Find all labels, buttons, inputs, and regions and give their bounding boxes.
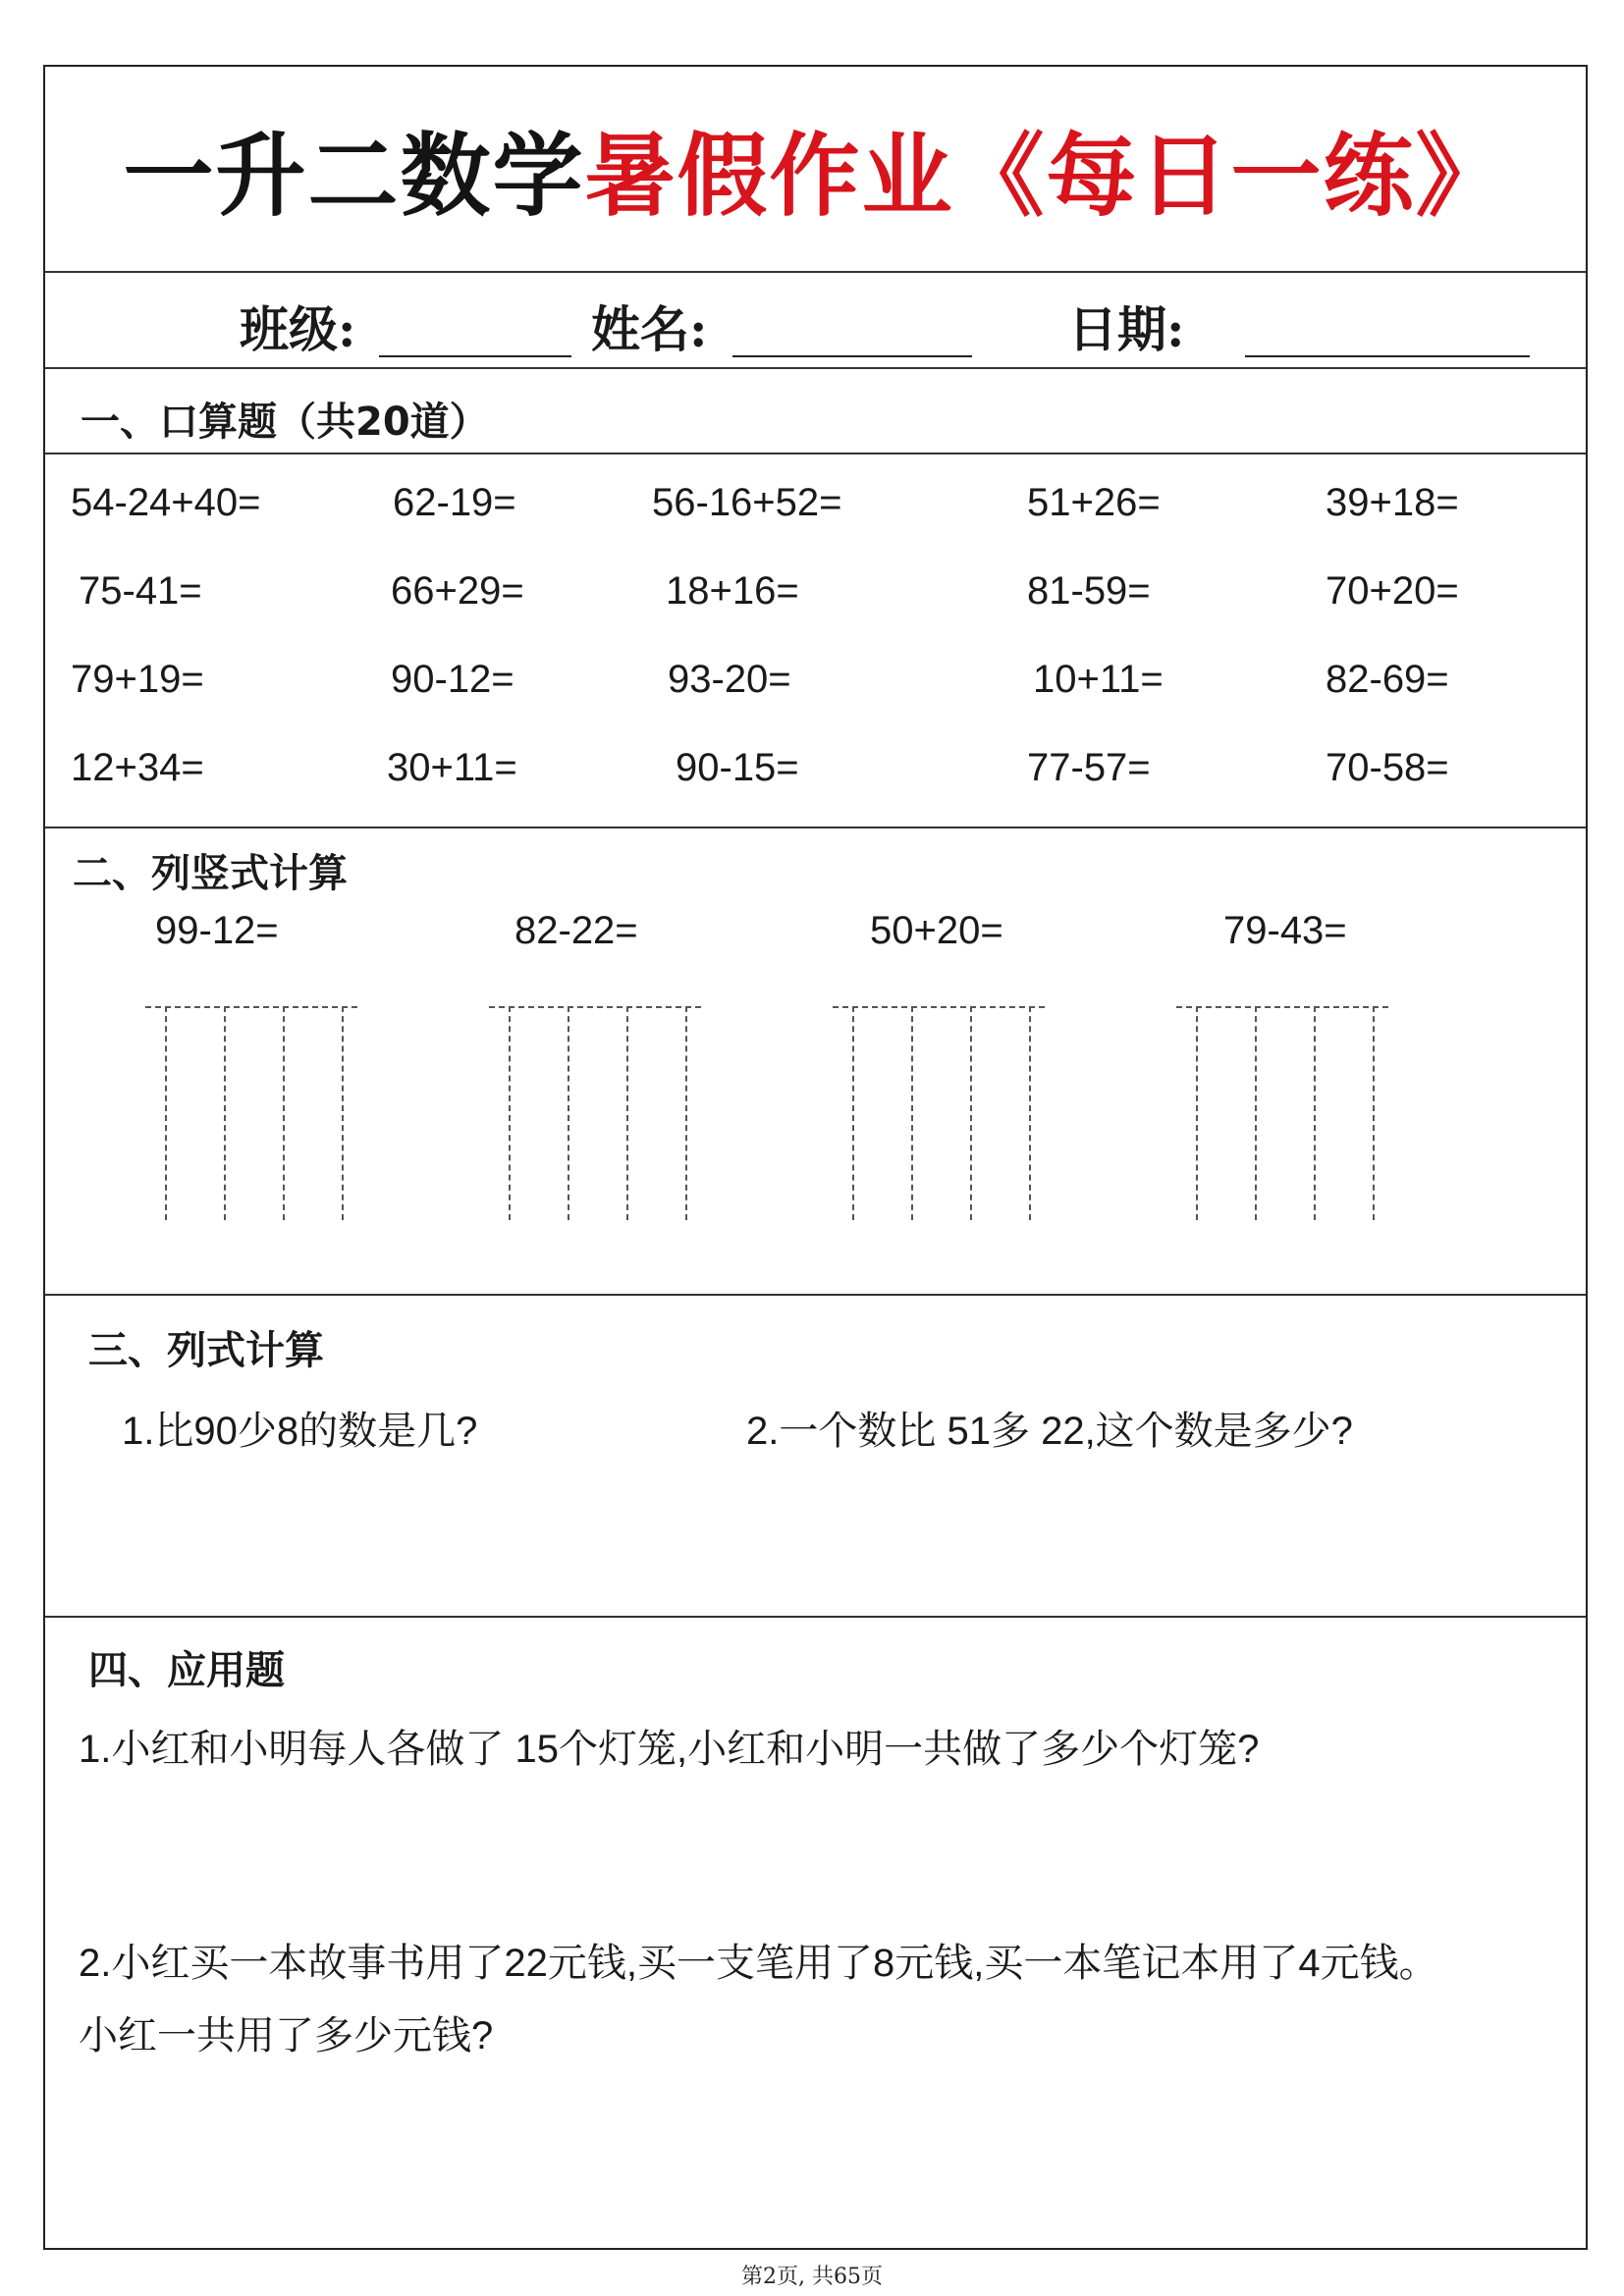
- problem-item: 82-69=: [1326, 658, 1449, 701]
- word-problem: 小红一共用了多少元钱?: [79, 2014, 494, 2057]
- problem-item: 81-59=: [1027, 569, 1151, 613]
- divider: [45, 367, 1586, 369]
- problem-item: 56-16+52=: [652, 481, 842, 524]
- problem-item: 66+29=: [391, 569, 524, 613]
- class-label: 班级:: [240, 300, 356, 358]
- vertical-problem: 50+20=: [870, 909, 1003, 952]
- vertical-problem: 79-43=: [1223, 909, 1347, 952]
- problem-item: 30+11=: [387, 746, 517, 789]
- worksheet-frame: [43, 65, 1588, 2250]
- date-label: 日期:: [1068, 300, 1185, 358]
- title-red-part: 暑假作业《每日一练》: [584, 124, 1508, 229]
- student-info-row: [45, 273, 1586, 367]
- equation-question: 1.比90少8的数是几?: [122, 1410, 478, 1453]
- problem-item: 77-57=: [1027, 746, 1151, 789]
- problem-item: 70-58=: [1326, 746, 1449, 789]
- divider: [45, 1616, 1586, 1618]
- name-label: 姓名:: [591, 300, 708, 358]
- title-black-part: 一升二数学: [123, 124, 585, 229]
- problem-item: 79+19=: [71, 658, 204, 701]
- problem-item: 90-15=: [676, 746, 799, 789]
- vertical-calc-grid[interactable]: [145, 1006, 357, 1220]
- name-blank[interactable]: [732, 355, 972, 357]
- problem-item: 39+18=: [1326, 481, 1459, 524]
- problem-item: 90-12=: [391, 658, 514, 701]
- word-problem: 2.小红买一本故事书用了22元钱,买一支笔用了8元钱,买一本笔记本用了4元钱。: [79, 1942, 1438, 1985]
- divider: [45, 1294, 1586, 1296]
- vertical-calc-grid[interactable]: [833, 1006, 1045, 1220]
- word-problem: 1.小红和小明每人各做了 15个灯笼,小红和小明一共做了多少个灯笼?: [79, 1728, 1260, 1771]
- page-footer: 第2页, 共65页: [741, 2265, 883, 2289]
- equation-question: 2.一个数比 51多 22,这个数是多少?: [746, 1410, 1353, 1453]
- problem-item: 18+16=: [666, 569, 799, 613]
- problem-item: 62-19=: [393, 481, 516, 524]
- vertical-calc-grid[interactable]: [1176, 1006, 1388, 1220]
- problem-item: 93-20=: [668, 658, 791, 701]
- vertical-problem: 82-22=: [514, 909, 638, 952]
- problem-item: 70+20=: [1326, 569, 1459, 613]
- divider: [45, 453, 1586, 454]
- problem-item: 12+34=: [71, 746, 204, 789]
- date-blank[interactable]: [1245, 355, 1530, 357]
- section2-heading: 二、列竖式计算: [73, 851, 348, 896]
- section1-heading: 一、口算题（共20道）: [81, 400, 489, 445]
- problem-item: 54-24+40=: [71, 481, 261, 524]
- vertical-problem: 99-12=: [155, 909, 279, 952]
- section4-heading: 四、应用题: [88, 1648, 285, 1693]
- divider: [45, 827, 1586, 828]
- vertical-calc-grid[interactable]: [489, 1006, 701, 1220]
- problem-item: 51+26=: [1027, 481, 1161, 524]
- problem-item: 10+11=: [1033, 658, 1164, 701]
- section3-heading: 三、列式计算: [88, 1328, 324, 1373]
- problem-item: 75-41=: [79, 569, 202, 613]
- worksheet-title: [45, 67, 1586, 271]
- class-blank[interactable]: [379, 355, 571, 357]
